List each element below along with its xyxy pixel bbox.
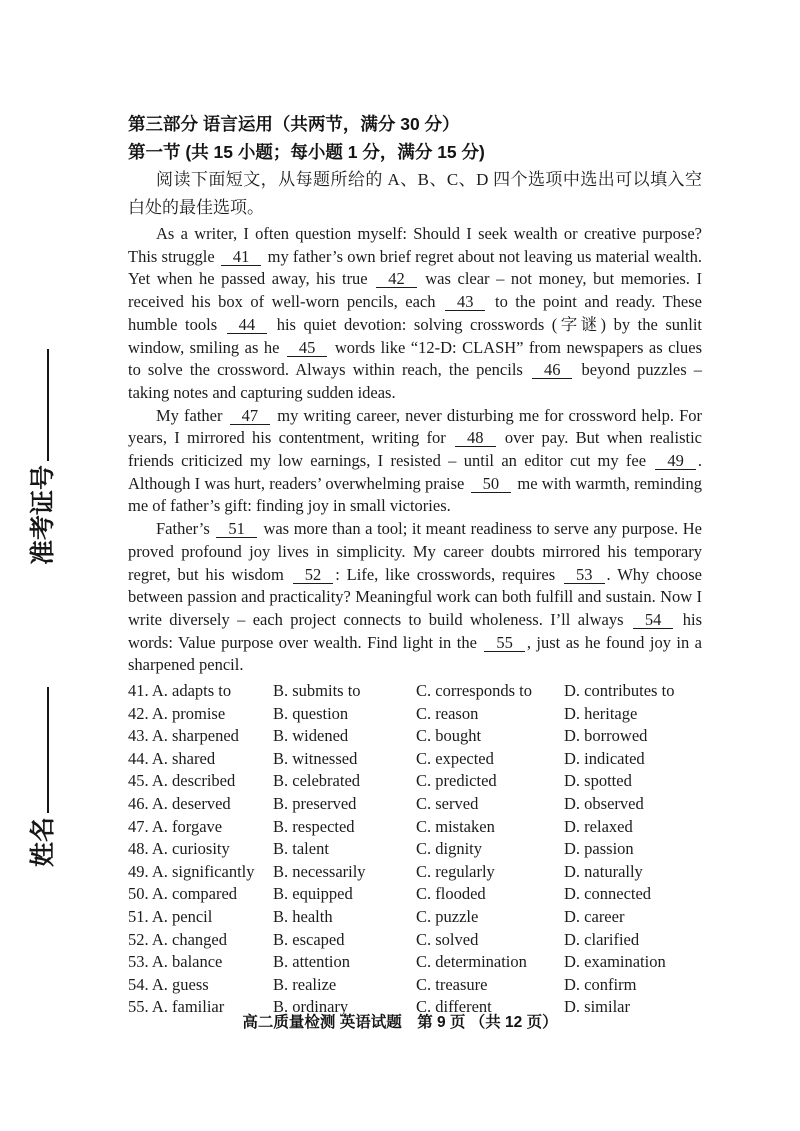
option-46-C: C. served — [416, 794, 479, 814]
option-row-44 — [128, 748, 702, 771]
option-row-50 — [128, 883, 702, 906]
cloze-blank-43: 43 — [445, 294, 486, 311]
name-blank-line — [44, 687, 49, 813]
option-49-B: B. necessarily — [273, 861, 366, 881]
option-51-A: 51. A. pencil — [128, 907, 213, 926]
option-45-C: C. predicted — [416, 771, 497, 791]
option-49-D: D. naturally — [564, 861, 643, 881]
cloze-blank-55: 55 — [484, 635, 525, 652]
option-50-D: D. connected — [564, 884, 652, 904]
option-49-A: 49. A. significantly — [128, 861, 255, 881]
content-column — [128, 110, 702, 1019]
instructions: 阅读下面短文，从每题所给的 A、B、C、D 四个选项中选出可以填入空白处的最佳选项。 — [128, 170, 702, 217]
cloze-paragraph: Father’s 51 was more than a tool; it meant readiness to serve any purpose. He proved profound joy lives in simplicity. My career doubts mirrored his temporary regret, but his wisdom 52 : Life, like crosswords, requires 53 . Why choose between passion and practicality? Meaningful work can both fulfill and sustain. Now I write diversely – each project connects to build wholeness. I’ll always 54 his words: Value purpose over wealth. Find light in the 55 , just as he found joy in a sharpened pencil. — [128, 519, 703, 675]
option-53-C: C. determination — [416, 952, 527, 972]
option-52-D: D. clarified — [564, 929, 640, 949]
option-45-B: B. celebrated — [273, 771, 361, 791]
option-47-A: 47. A. forgave — [128, 816, 223, 836]
option-51-C: C. puzzle — [416, 907, 479, 926]
option-53-B: B. attention — [273, 952, 350, 972]
option-54-D: D. confirm — [564, 974, 637, 994]
option-44-D: D. indicated — [564, 748, 645, 768]
option-52-C: C. solved — [416, 929, 479, 949]
option-47-C: C. mistaken — [416, 816, 495, 836]
cloze-blank-41: 41 — [221, 249, 262, 266]
cloze-blank-53: 53 — [564, 567, 605, 584]
option-49-C: C. regularly — [416, 861, 495, 881]
margin-label-exam-number — [28, 349, 58, 565]
option-54-A: 54. A. guess — [128, 974, 209, 994]
cloze-blank-51: 51 — [216, 521, 257, 538]
option-row-43 — [128, 725, 702, 748]
option-row-41 — [128, 680, 702, 703]
option-46-D: D. observed — [564, 794, 644, 814]
option-53-A: 53. A. balance — [128, 952, 223, 972]
option-44-A: 44. A. shared — [128, 748, 216, 768]
option-42-A: 42. A. promise — [128, 703, 226, 723]
section-title: 第一节 (共 15 小题；每小题 1 分，满分 15 分) — [128, 142, 485, 162]
exam-number-label: 准考证号 — [29, 464, 57, 565]
option-55-C: C. different — [416, 997, 492, 1017]
cloze-blank-47: 47 — [230, 408, 271, 425]
option-47-D: D. relaxed — [564, 816, 633, 836]
option-row-49 — [128, 861, 702, 884]
option-41-C: C. corresponds to — [416, 681, 532, 701]
option-44-C: C. expected — [416, 748, 494, 768]
option-43-A: 43. A. sharpened — [128, 726, 239, 746]
option-55-D: D. similar — [564, 997, 630, 1017]
option-46-A: 46. A. deserved — [128, 794, 231, 814]
option-48-A: 48. A. curiosity — [128, 839, 230, 859]
cloze-paragraph: As a writer, I often question myself: Should I seek wealth or creative purpose? This struggle 41 my father’s own brief regret about not leaving us material wealth. Yet when he passed away, his true 42 was clear – not money, but memories. I received his box of well-worn pencils, each 43 to the point and ready. These humble tools 44 his quiet devotion: solving crosswords (字谜) by the sunlit window, smiling as he 45 words like “12-D: CLASH” from newspapers as clues to solve the crossword. Always within reach, the pencils 46 beyond puzzles – taking notes and capturing sudden ideas. — [128, 224, 702, 402]
part-title: 第三部分 语言运用（共两节，满分 30 分） — [128, 114, 460, 134]
option-43-B: B. widened — [273, 726, 349, 746]
option-43-C: C. bought — [416, 726, 482, 746]
option-50-A: 50. A. compared — [128, 884, 238, 904]
option-41-A: 41. A. adapts to — [128, 681, 232, 701]
option-50-B: B. equipped — [273, 884, 353, 904]
option-55-A: 55. A. familiar — [128, 997, 225, 1017]
option-48-D: D. passion — [564, 839, 634, 859]
margin-label-name — [28, 687, 58, 867]
option-row-51 — [128, 906, 702, 929]
option-54-B: B. realize — [273, 974, 337, 994]
option-54-C: C. treasure — [416, 974, 488, 994]
option-50-C: C. flooded — [416, 884, 486, 904]
option-52-A: 52. A. changed — [128, 929, 227, 949]
cloze-blank-50: 50 — [471, 476, 512, 493]
option-48-B: B. talent — [273, 839, 329, 859]
option-44-B: B. witnessed — [273, 748, 358, 768]
cloze-blank-48: 48 — [455, 430, 496, 447]
option-row-53 — [128, 951, 702, 974]
option-45-A: 45. A. described — [128, 771, 236, 791]
option-41-D: D. contributes to — [564, 681, 675, 701]
option-48-C: C. dignity — [416, 839, 483, 859]
option-47-B: B. respected — [273, 816, 355, 836]
option-52-B: B. escaped — [273, 929, 345, 949]
cloze-blank-46: 46 — [532, 362, 573, 379]
name-label: 姓名 — [29, 816, 57, 867]
cloze-blank-44: 44 — [227, 317, 268, 334]
option-row-46 — [128, 793, 702, 816]
options-table — [128, 680, 702, 1019]
option-41-B: B. submits to — [273, 681, 361, 701]
option-42-C: C. reason — [416, 703, 479, 723]
exam-number-blank-line — [44, 349, 49, 461]
cloze-blank-42: 42 — [376, 271, 417, 288]
option-42-B: B. question — [273, 703, 349, 723]
option-row-54 — [128, 974, 702, 997]
option-43-D: D. borrowed — [564, 726, 648, 746]
option-row-45 — [128, 770, 702, 793]
option-55-B: B. ordinary — [273, 997, 349, 1017]
cloze-blank-52: 52 — [293, 567, 334, 584]
cloze-blank-49: 49 — [655, 453, 696, 470]
cloze-paragraph: My father 47 my writing career, never disturbing me for crossword help. For years, I mirrored his contentment, writing for 48 over pay. But when realistic friends criticized my low earnings, I resisted – until an editor cut my fee 49 . Although I was hurt, readers’ overwhelming praise 50 me with warmth, reminding me of father’s gift: finding joy in small victories. — [128, 405, 703, 516]
option-row-48 — [128, 838, 702, 861]
option-53-D: D. examination — [564, 952, 666, 972]
option-42-D: D. heritage — [564, 703, 638, 723]
cloze-blank-54: 54 — [633, 612, 674, 629]
option-row-42 — [128, 703, 702, 726]
page-footer: 高二质量检测 英语试题 第 9 页 （共 12 页） — [242, 1014, 558, 1031]
option-46-B: B. preserved — [273, 794, 357, 814]
option-51-B: B. health — [273, 907, 333, 926]
option-45-D: D. spotted — [564, 771, 632, 791]
cloze-passage — [128, 223, 702, 677]
cloze-blank-45: 45 — [287, 340, 328, 357]
option-51-D: D. career — [564, 907, 625, 926]
option-row-52 — [128, 929, 702, 952]
option-row-47 — [128, 816, 702, 839]
